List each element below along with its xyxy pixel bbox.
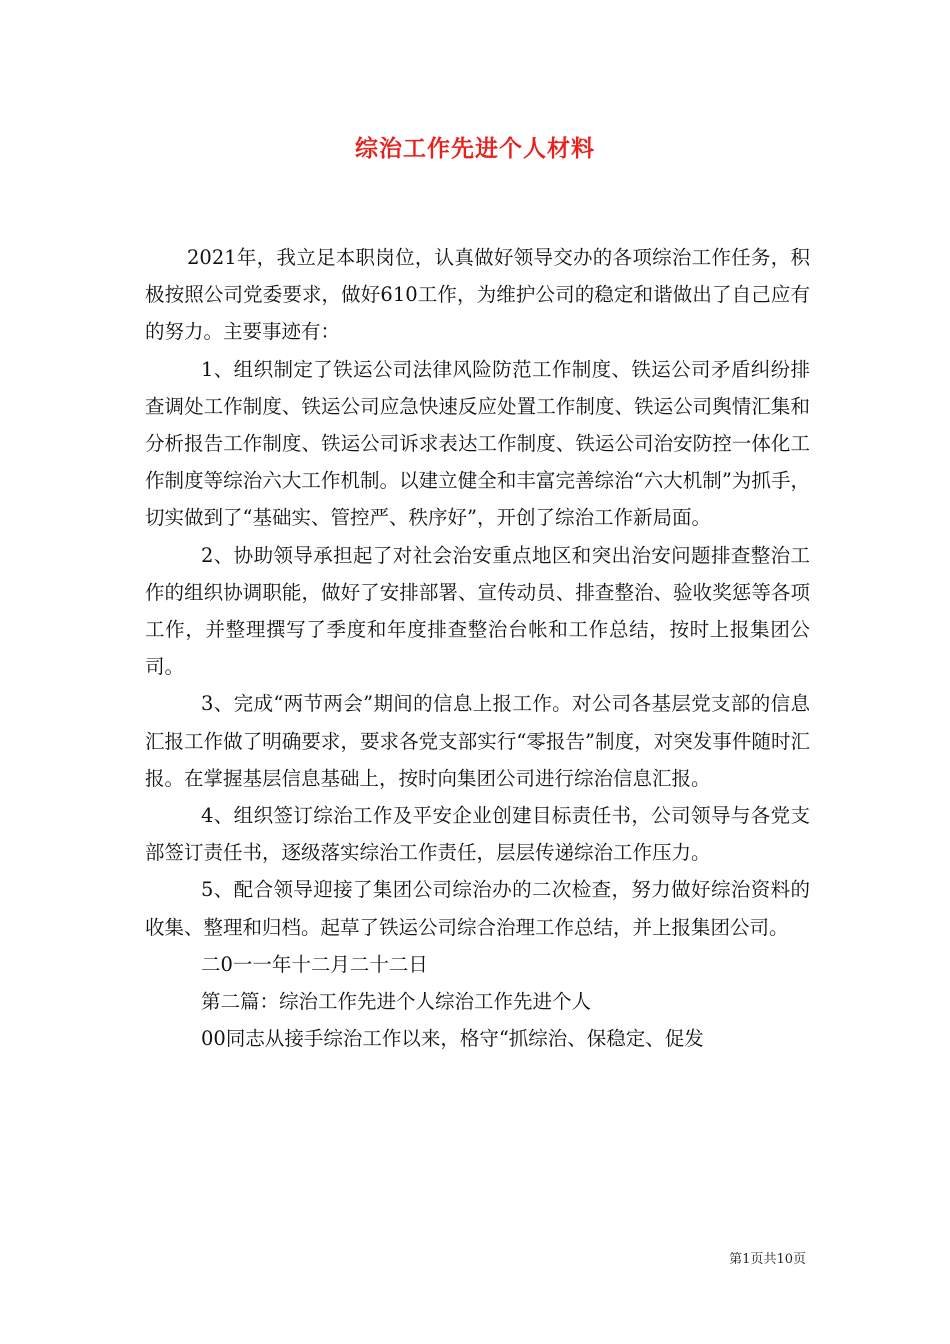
page-number: 第1页共10页	[729, 1252, 806, 1267]
paragraph-item-1: 1、组织制定了铁运公司法律风险防范工作制度、铁运公司矛盾纠纷排查调处工作制度、铁运公司应急快速反应处置工作制度、铁运公司舆情汇集和分析报告工作制度、铁运公司诉求表达工作制度、铁运公司治安防控一体化工作制度等综治六大工作机制。以建立健全和丰富完善综治“六大机制”为抓手，切实做到了“基础实、管控严、秩序好”，开创了综治工作新局面。	[145, 357, 810, 530]
document-title: 综治工作先进个人材料	[355, 135, 595, 162]
date-line: 二0一一年十二月二十二日	[201, 952, 428, 976]
document-body	[145, 239, 810, 1057]
section-heading-part-two: 第二篇：综治工作先进个人综治工作先进个人	[201, 990, 592, 1014]
paragraph-intro: 2021年，我立足本职岗位，认真做好领导交办的各项综治工作任务，积极按照公司党委要求，做好610工作，为维护公司的稳定和谐做出了自己应有的努力。主要事迹有：	[145, 246, 810, 344]
paragraph-item-5: 5、配合领导迎接了集团公司综治办的二次检查，努力做好综治资料的收集、整理和归档。起草了铁运公司综合治理工作总结，并上报集团公司。	[145, 878, 810, 939]
paragraph-item-2: 2、协助领导承担起了对社会治安重点地区和突出治安问题排查整治工作的组织协调职能，做好了安排部署、宣传动员、排查整治、验收奖惩等各项工作，并整理撰写了季度和年度排查整治台帐和工作总结，按时上报集团公司。	[145, 543, 810, 679]
paragraph-item-4: 4、组织签订综治工作及平安企业创建目标责任书，公司领导与各党支部签订责任书，逐级落实综治工作责任，层层传递综治工作压力。	[145, 804, 810, 865]
paragraph-part-two-intro: 00同志从接手综治工作以来，格守“抓综治、保稳定、促发	[201, 1027, 704, 1051]
paragraph-item-3: 3、完成“两节两会”期间的信息上报工作。对公司各基层党支部的信息汇报工作做了明确要求，要求各党支部实行“零报告”制度，对突发事件随时汇报。在掌握基层信息基础上，按时向集团公司进行综治信息汇报。	[145, 692, 810, 790]
